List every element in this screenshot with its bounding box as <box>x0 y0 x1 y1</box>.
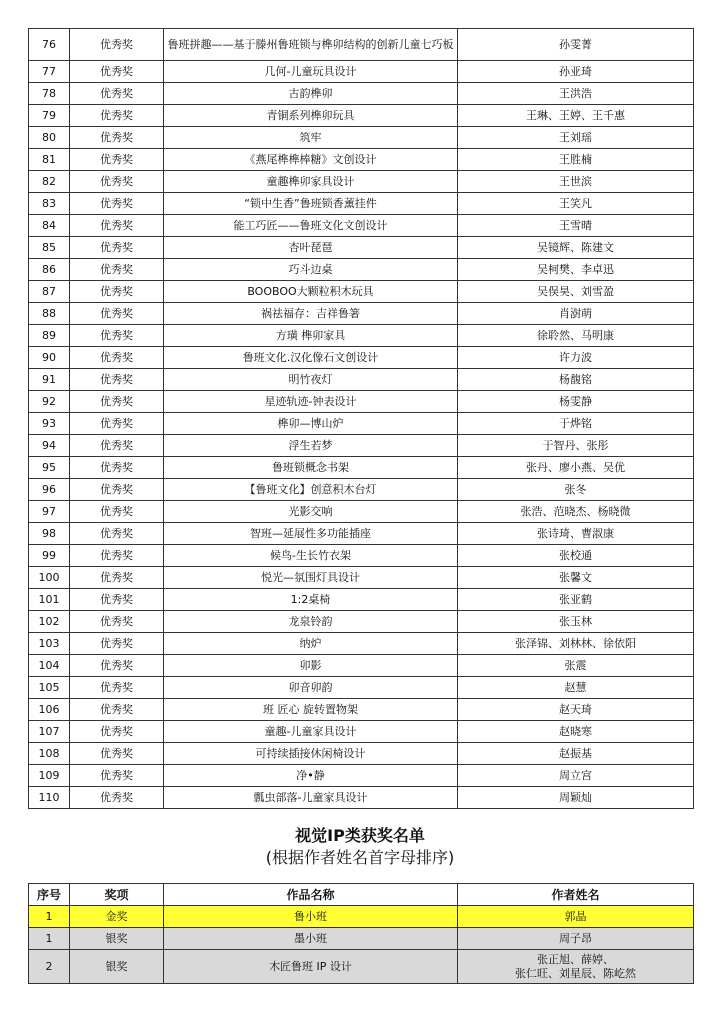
author-names: 张玉林 <box>458 611 694 633</box>
work-title: 木匠鲁班 IP 设计 <box>164 950 458 984</box>
author-names: 杨馥铭 <box>458 369 694 391</box>
section-subtitle: (根据作者姓名首字母排序) <box>265 848 455 867</box>
header-author: 作者姓名 <box>458 884 694 906</box>
header-work: 作品名称 <box>164 884 458 906</box>
table-row <box>29 215 694 237</box>
author-names: 张校通 <box>458 545 694 567</box>
row-number: 96 <box>29 479 70 501</box>
award-level: 优秀奖 <box>70 457 164 479</box>
work-title: 龙泉铃韵 <box>164 611 458 633</box>
award-level: 优秀奖 <box>70 369 164 391</box>
work-title: 卯音卯韵 <box>164 677 458 699</box>
award-level: 优秀奖 <box>70 347 164 369</box>
author-names: 王胜楠 <box>458 149 694 171</box>
section-title: 视觉IP类获奖名单 <box>295 826 425 845</box>
row-number: 100 <box>29 567 70 589</box>
row-number: 79 <box>29 105 70 127</box>
table-row <box>29 303 694 325</box>
work-title: 杏叶琵琶 <box>164 237 458 259</box>
award-level: 优秀奖 <box>70 259 164 281</box>
work-title: 净•静 <box>164 765 458 787</box>
award-level: 银奖 <box>70 950 164 984</box>
row-number: 77 <box>29 61 70 83</box>
row-number: 110 <box>29 787 70 809</box>
award-level: 优秀奖 <box>70 435 164 457</box>
author-names: 许力波 <box>458 347 694 369</box>
author-names: 张亚鹤 <box>458 589 694 611</box>
award-level: 优秀奖 <box>70 61 164 83</box>
header-award: 奖项 <box>70 884 164 906</box>
award-level: 优秀奖 <box>70 391 164 413</box>
award-level: 优秀奖 <box>70 501 164 523</box>
award-level: 银奖 <box>70 928 164 950</box>
author-line: 张正旭、薛婷、 <box>537 952 614 966</box>
author-names: 肖澍萌 <box>458 303 694 325</box>
table-row <box>29 193 694 215</box>
author-names: 吴俣昊、刘雪盈 <box>458 281 694 303</box>
award-level: 优秀奖 <box>70 127 164 149</box>
work-title: 巧斗边桌 <box>164 259 458 281</box>
work-title: 鲁小班 <box>164 906 458 928</box>
row-number: 106 <box>29 699 70 721</box>
author-names: 周立宫 <box>458 765 694 787</box>
row-number: 94 <box>29 435 70 457</box>
table-row <box>29 479 694 501</box>
award-level: 优秀奖 <box>70 677 164 699</box>
work-title: 【鲁班文化】创意积木台灯 <box>164 479 458 501</box>
award-level: 优秀奖 <box>70 281 164 303</box>
author-names: 徐聆然、马明康 <box>458 325 694 347</box>
table-row <box>29 105 694 127</box>
work-title: 星迹轨迹-钟表设计 <box>164 391 458 413</box>
table-row <box>29 567 694 589</box>
author-names: 周颖灿 <box>458 787 694 809</box>
table-row-gold <box>29 906 694 928</box>
work-title: “锁中生香”鲁班锁香薰挂件 <box>164 193 458 215</box>
row-number: 1 <box>29 906 70 928</box>
table-row <box>29 171 694 193</box>
table-row <box>29 523 694 545</box>
row-number: 103 <box>29 633 70 655</box>
author-names: 王刘瑶 <box>458 127 694 149</box>
work-title: 《燕尾榫榫棒糖》文创设计 <box>164 149 458 171</box>
table-row <box>29 765 694 787</box>
work-title: 青铜系列榫卯玩具 <box>164 105 458 127</box>
award-level: 优秀奖 <box>70 699 164 721</box>
table-row <box>29 281 694 303</box>
row-number: 104 <box>29 655 70 677</box>
award-level: 优秀奖 <box>70 149 164 171</box>
author-names: 于烨铭 <box>458 413 694 435</box>
table-row <box>29 677 694 699</box>
row-number: 109 <box>29 765 70 787</box>
table-row <box>29 435 694 457</box>
award-level: 优秀奖 <box>70 29 164 61</box>
work-title: 筑牢 <box>164 127 458 149</box>
row-number: 99 <box>29 545 70 567</box>
author-names: 周子昂 <box>458 928 694 950</box>
work-title: 祸祛福存：吉祥鲁箸 <box>164 303 458 325</box>
work-title: 悦光—氛围灯具设计 <box>164 567 458 589</box>
work-title: 能工巧匠——鲁班文化文创设计 <box>164 215 458 237</box>
header-number: 序号 <box>29 884 70 906</box>
table-row <box>29 413 694 435</box>
row-number: 80 <box>29 127 70 149</box>
work-title: 可持续插接休闲椅设计 <box>164 743 458 765</box>
row-number: 85 <box>29 237 70 259</box>
row-number: 81 <box>29 149 70 171</box>
row-number: 84 <box>29 215 70 237</box>
author-names: 张冬 <box>458 479 694 501</box>
author-names: 王笑凡 <box>458 193 694 215</box>
row-number: 98 <box>29 523 70 545</box>
author-names: 吴镜辉、陈建文 <box>458 237 694 259</box>
table-row <box>29 633 694 655</box>
award-level: 优秀奖 <box>70 303 164 325</box>
work-title: 候鸟-生长竹衣架 <box>164 545 458 567</box>
row-number: 95 <box>29 457 70 479</box>
award-table-product <box>28 28 694 809</box>
work-title: 鲁班文化.汉化像石文创设计 <box>164 347 458 369</box>
author-names: 张震 <box>458 655 694 677</box>
row-number: 105 <box>29 677 70 699</box>
table-row <box>29 29 694 61</box>
award-table-visual-ip <box>28 883 694 984</box>
table-row <box>29 721 694 743</box>
author-names <box>458 950 694 984</box>
award-level: 优秀奖 <box>70 545 164 567</box>
table-row <box>29 391 694 413</box>
author-names: 赵振基 <box>458 743 694 765</box>
author-names: 王世滨 <box>458 171 694 193</box>
author-names: 王洪浩 <box>458 83 694 105</box>
work-title: 光影交响 <box>164 501 458 523</box>
author-line: 张仁旺、刘星辰、陈屹然 <box>515 966 636 980</box>
award-level: 优秀奖 <box>70 193 164 215</box>
award-level: 优秀奖 <box>70 171 164 193</box>
author-names: 张诗琦、曹淑康 <box>458 523 694 545</box>
award-level: 优秀奖 <box>70 765 164 787</box>
author-names: 赵慧 <box>458 677 694 699</box>
row-number: 97 <box>29 501 70 523</box>
row-number: 82 <box>29 171 70 193</box>
table-row-silver <box>29 928 694 950</box>
row-number: 101 <box>29 589 70 611</box>
table-row <box>29 83 694 105</box>
author-names: 吴柯樊、李卓迅 <box>458 259 694 281</box>
award-level: 优秀奖 <box>70 523 164 545</box>
work-title: 班 匠心 旋转置物架 <box>164 699 458 721</box>
row-number: 78 <box>29 83 70 105</box>
table-row <box>29 787 694 809</box>
table-row <box>29 259 694 281</box>
author-names: 郭晶 <box>458 906 694 928</box>
table-row <box>29 61 694 83</box>
author-names: 张馨文 <box>458 567 694 589</box>
work-title: 方璜 榫卯家具 <box>164 325 458 347</box>
row-number: 91 <box>29 369 70 391</box>
row-number: 102 <box>29 611 70 633</box>
award-level: 优秀奖 <box>70 633 164 655</box>
award-level: 优秀奖 <box>70 105 164 127</box>
author-names: 张浩、范晓杰、杨晓微 <box>458 501 694 523</box>
award-table-body <box>29 29 694 809</box>
award-level: 优秀奖 <box>70 787 164 809</box>
table-row <box>29 611 694 633</box>
author-names: 于智丹、张彤 <box>458 435 694 457</box>
work-title: 智班—延展性多功能插座 <box>164 523 458 545</box>
table-row <box>29 457 694 479</box>
work-title: 几何-儿童玩具设计 <box>164 61 458 83</box>
award-level: 优秀奖 <box>70 721 164 743</box>
row-number: 88 <box>29 303 70 325</box>
row-number: 108 <box>29 743 70 765</box>
table-row <box>29 369 694 391</box>
table-row <box>29 149 694 171</box>
author-names: 孙亚琦 <box>458 61 694 83</box>
work-title: 卯影 <box>164 655 458 677</box>
row-number: 92 <box>29 391 70 413</box>
row-number: 1 <box>29 928 70 950</box>
author-names: 孙雯菁 <box>458 29 694 61</box>
award-level: 优秀奖 <box>70 655 164 677</box>
row-number: 2 <box>29 950 70 984</box>
table-row-silver <box>29 950 694 984</box>
award-level: 优秀奖 <box>70 215 164 237</box>
work-title: 1:2桌椅 <box>164 589 458 611</box>
award-level: 优秀奖 <box>70 325 164 347</box>
work-title: BOOBOO大颗粒积木玩具 <box>164 281 458 303</box>
row-number: 76 <box>29 29 70 61</box>
work-title: 童趣-儿童家具设计 <box>164 721 458 743</box>
work-title: 浮生若梦 <box>164 435 458 457</box>
work-title: 鲁班拼趣——基于滕州鲁班锁与榫卯结构的创新儿童七巧板 <box>164 29 458 61</box>
table-header-row <box>29 884 694 906</box>
award-level: 优秀奖 <box>70 567 164 589</box>
award-level: 优秀奖 <box>70 83 164 105</box>
table-row <box>29 655 694 677</box>
author-names: 杨雯静 <box>458 391 694 413</box>
work-title: 瓢虫部落-儿童家具设计 <box>164 787 458 809</box>
author-names: 王琳、王婷、王千惠 <box>458 105 694 127</box>
table-row <box>29 127 694 149</box>
author-names: 王雪晴 <box>458 215 694 237</box>
table-row <box>29 545 694 567</box>
table-row <box>29 325 694 347</box>
table-row <box>29 501 694 523</box>
author-names: 赵天琦 <box>458 699 694 721</box>
award-level: 优秀奖 <box>70 589 164 611</box>
author-names: 张泽锦、刘林林、徐依阳 <box>458 633 694 655</box>
work-title: 古韵榫卯 <box>164 83 458 105</box>
author-names: 赵晓寒 <box>458 721 694 743</box>
table-row <box>29 237 694 259</box>
work-title: 纳炉 <box>164 633 458 655</box>
row-number: 89 <box>29 325 70 347</box>
table-row <box>29 699 694 721</box>
table-row <box>29 347 694 369</box>
table-row <box>29 743 694 765</box>
work-title: 明竹夜灯 <box>164 369 458 391</box>
work-title: 榫卯—博山炉 <box>164 413 458 435</box>
work-title: 鲁班锁概念书架 <box>164 457 458 479</box>
row-number: 83 <box>29 193 70 215</box>
row-number: 90 <box>29 347 70 369</box>
award-level: 金奖 <box>70 906 164 928</box>
award-level: 优秀奖 <box>70 611 164 633</box>
row-number: 87 <box>29 281 70 303</box>
work-title: 童趣榫卯家具设计 <box>164 171 458 193</box>
award-level: 优秀奖 <box>70 743 164 765</box>
work-title: 墨小班 <box>164 928 458 950</box>
row-number: 86 <box>29 259 70 281</box>
award-level: 优秀奖 <box>70 479 164 501</box>
row-number: 93 <box>29 413 70 435</box>
award-level: 优秀奖 <box>70 237 164 259</box>
author-names: 张丹、廖小燕、吴优 <box>458 457 694 479</box>
award-level: 优秀奖 <box>70 413 164 435</box>
table-row <box>29 589 694 611</box>
row-number: 107 <box>29 721 70 743</box>
